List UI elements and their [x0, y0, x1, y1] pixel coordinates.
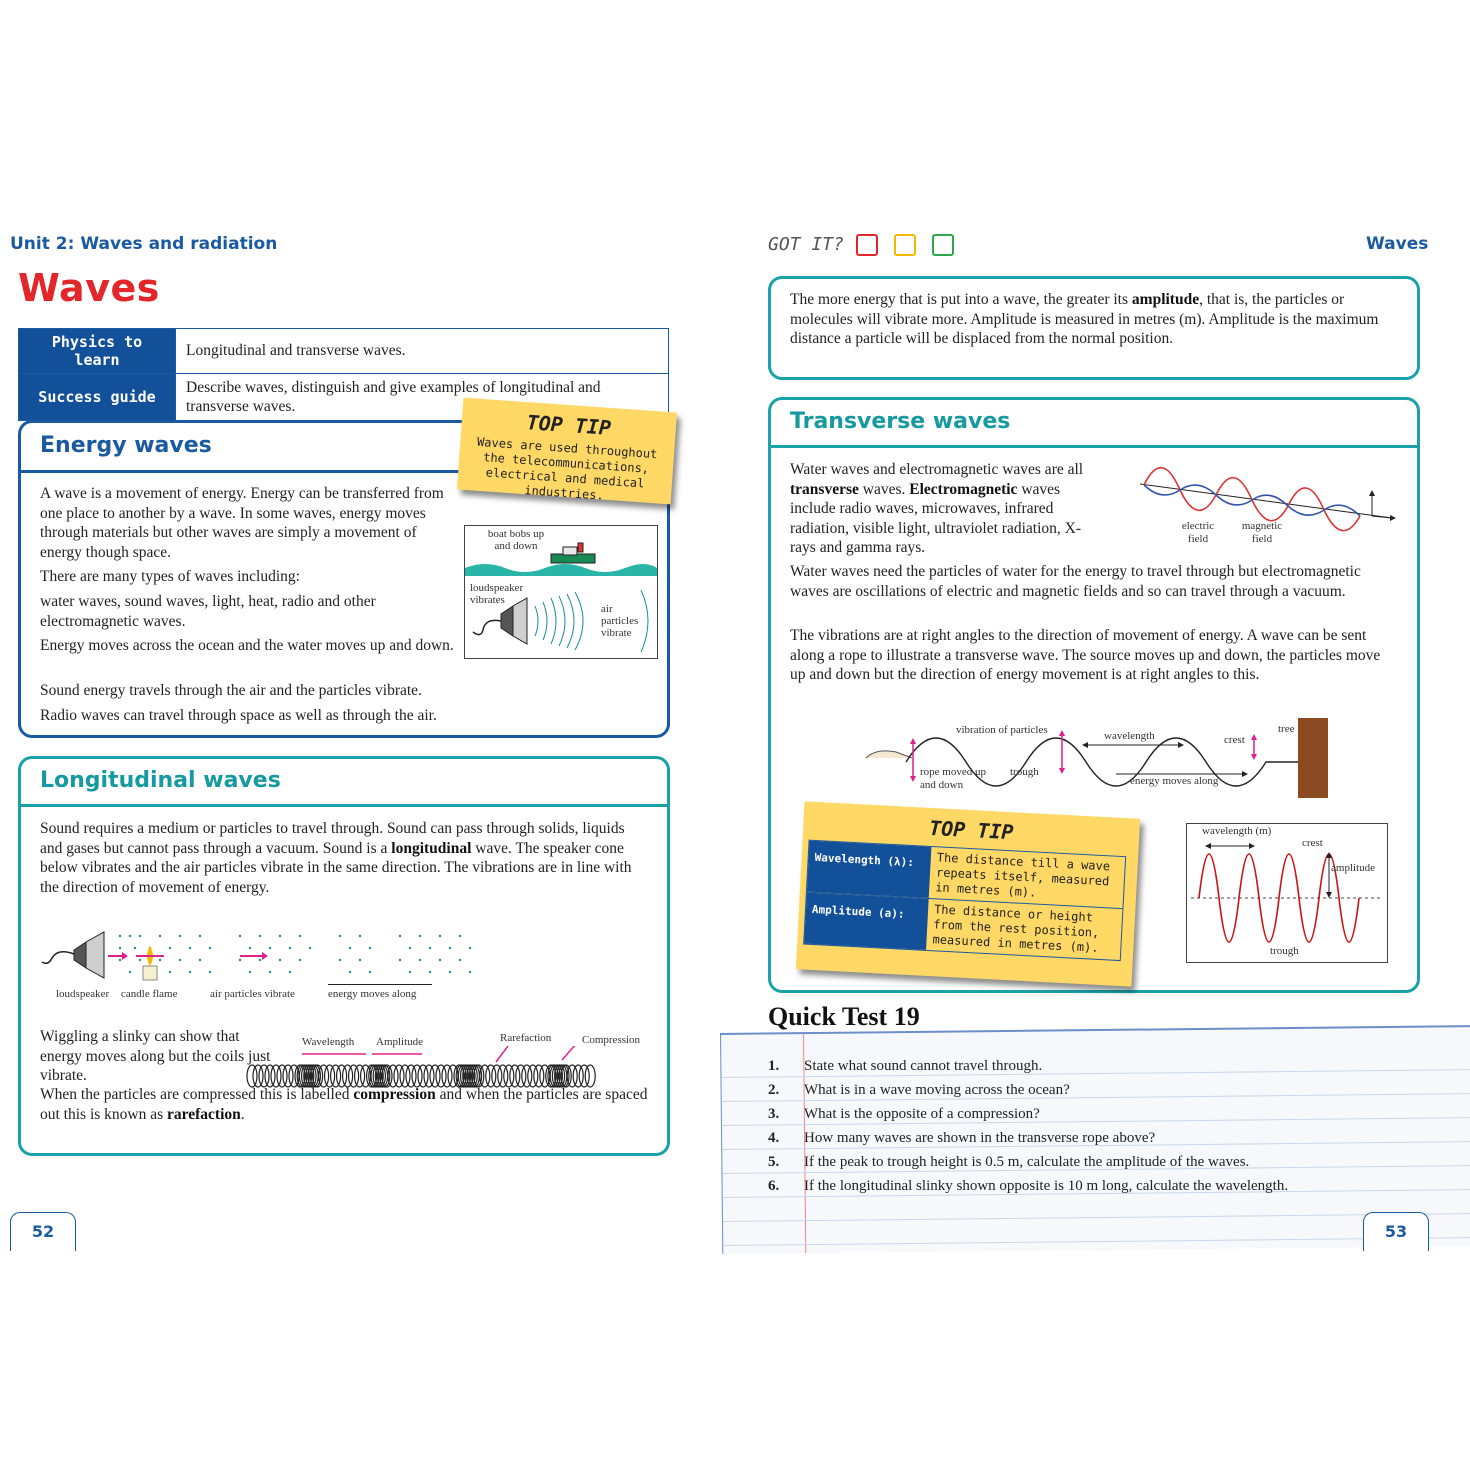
- bold-term: Electromagnetic: [909, 480, 1018, 498]
- page-number-right: 53: [1363, 1212, 1429, 1251]
- slinky-coil: [247, 1065, 257, 1087]
- slinky-para: Wiggling a slinky can show that energy moves along but the coils just vibrate.: [40, 1028, 271, 1084]
- air-vibrate-label: air particles vibrate: [210, 988, 295, 1000]
- text-span: .: [240, 1105, 245, 1123]
- slinky-coil: [436, 1065, 446, 1087]
- transverse-heading: Transverse waves: [790, 409, 1011, 434]
- loudspeaker-label: loudspeaker: [56, 988, 110, 1000]
- bold-term: amplitude: [1131, 291, 1200, 308]
- energy-para-3: water waves, sound waves, light, heat, radio and other electromagnetic waves.: [40, 593, 376, 630]
- slinky-coil: [394, 1065, 404, 1087]
- sine-wave-graph: [1187, 824, 1387, 962]
- energy-para-2: There are many types of waves including:: [40, 568, 300, 585]
- transverse-para-2: Water waves need the particles of water for the energy to travel through but electromagnetic waves are oscillations of electric and magnetic fields and so can travel through a vacuum.: [790, 563, 1361, 600]
- crest-label: crest: [1224, 734, 1245, 746]
- bold-term: rarefaction: [167, 1105, 241, 1123]
- slinky-coil: [271, 1065, 281, 1087]
- sine-wave-figure: [1186, 823, 1388, 963]
- text-span: , that is, the particles or molecules will vibrate more. Amplitude is measured in metres (m). Amplitude is the maximum distance a particle will be displaced from the normal position.: [790, 291, 1379, 347]
- checkbox-yellow[interactable]: [894, 234, 916, 256]
- text-span: and when the particles are spaced out this is known as: [40, 1086, 648, 1123]
- energy-arrow: [328, 984, 432, 985]
- energy-para-6: Radio waves can travel through space as well as through the air.: [40, 707, 437, 724]
- quick-test-list: [722, 1058, 1462, 1208]
- text-span: wave. The speaker cone below vibrates and the air particles vibrate in the same direction. The vibrations are in line with the direction of movement of energy.: [40, 839, 632, 896]
- rope-wavelength-label: wavelength: [1104, 730, 1155, 742]
- slinky-coil: [400, 1065, 410, 1087]
- section-title: Waves: [1366, 234, 1429, 254]
- tip-table: [803, 840, 1126, 961]
- quick-test-title: Quick Test 19: [768, 1002, 920, 1031]
- rarefaction-label: Rarefaction: [500, 1032, 552, 1044]
- energy-moves-label: energy moves along: [1130, 775, 1219, 787]
- top-tip-text: Waves are used throughout the telecommunications, electrical and medical industries.: [476, 434, 658, 503]
- slinky-coil: [528, 1065, 538, 1087]
- slinky-coil: [585, 1065, 595, 1087]
- question-text: What is the opposite of a compression?: [804, 1106, 1040, 1122]
- bold-term: compression: [353, 1086, 436, 1103]
- heading-rule: [771, 445, 1417, 448]
- question-text: How many waves are shown in the transverse rope above?: [804, 1130, 1156, 1146]
- bold-term: longitudinal: [391, 839, 472, 857]
- slinky-coil: [265, 1065, 275, 1087]
- slinky-wavelength-label: Wavelength: [302, 1036, 355, 1048]
- magnetic-field-label: magnetic field: [1241, 520, 1283, 545]
- slinky-coil: [259, 1065, 269, 1087]
- question-number: 6.: [768, 1178, 780, 1194]
- slinky-amplitude-label: Amplitude: [376, 1036, 424, 1048]
- text-span: The more energy that is put into a wave, the greater its: [790, 291, 1132, 308]
- bold-term: transverse: [790, 480, 859, 498]
- page-number-left: 52: [10, 1212, 76, 1251]
- slinky-coil: [430, 1065, 440, 1087]
- slinky-coil: [522, 1065, 532, 1087]
- got-it-label: GOT IT?: [768, 234, 844, 255]
- slinky-coil: [510, 1065, 520, 1087]
- slinky-coil: [486, 1065, 496, 1087]
- transverse-para-3: The vibrations are at right angles to the direction of movement of energy. A wave can be sent along a rope to illustrate a transverse wave. The source moves up and down, the particles move up and down but the direction of energy movement is at right angles to this.: [790, 627, 1381, 683]
- tip-term: Amplitude (a):: [804, 893, 929, 950]
- speaker-label: loudspeaker vibrates: [470, 582, 524, 606]
- energy-para-5: Sound energy travels through the air and the particles vibrate.: [40, 682, 422, 699]
- text-span: Water waves and electromagnetic waves are all: [790, 461, 1084, 478]
- question-text: State what sound cannot travel through.: [804, 1058, 1043, 1074]
- slinky-coil: [573, 1065, 583, 1087]
- learn-text: Longitudinal and transverse waves.: [176, 329, 669, 374]
- slinky-coil: [283, 1065, 293, 1087]
- question-number: 3.: [768, 1106, 780, 1122]
- slinky-coil: [424, 1065, 434, 1087]
- top-tip-heading: TOP TIP: [928, 815, 1015, 845]
- question-number: 2.: [768, 1082, 780, 1098]
- tree-label: tree: [1278, 723, 1295, 735]
- slinky-coil: [418, 1065, 428, 1087]
- slinky-coil: [442, 1065, 452, 1087]
- slinky-coil: [355, 1065, 365, 1087]
- heading-rule: [21, 470, 459, 473]
- slinky-coil: [579, 1065, 589, 1087]
- checkbox-green[interactable]: [932, 234, 954, 256]
- tip-def: The distance or height from the rest position, measured in metres (m).: [932, 902, 1100, 955]
- page-title: Waves: [18, 266, 160, 310]
- slinky-coil: [504, 1065, 514, 1087]
- question-number: 1.: [768, 1058, 780, 1074]
- slinky-coil: [253, 1065, 263, 1087]
- question-text: If the peak to trough height is 0.5 m, calculate the amplitude of the waves.: [804, 1154, 1250, 1170]
- slinky-coil: [498, 1065, 508, 1087]
- slinky-illustration: [246, 1046, 596, 1096]
- slinky-coil: [331, 1065, 341, 1087]
- candle-label: candle flame: [121, 988, 178, 1000]
- slinky-coil: [349, 1065, 359, 1087]
- text-span: When the particles are compressed this is labelled: [40, 1086, 354, 1103]
- question-number: 5.: [768, 1154, 780, 1170]
- checkbox-red[interactable]: [856, 234, 878, 256]
- learn-label: Physics to learn: [19, 329, 176, 374]
- slinky-coil: [406, 1065, 416, 1087]
- rope-label: rope moved up and down: [920, 766, 986, 791]
- electric-field-label: electric field: [1181, 520, 1215, 545]
- slinky-coil: [516, 1065, 526, 1087]
- energy-para-1: A wave is a movement of energy. Energy can be transferred from one place to another by a wave. In some waves, energy moves through materials but other waves are simply a movement of energy though space.: [40, 485, 444, 561]
- air-particles: [119, 935, 471, 973]
- slinky-coil: [343, 1065, 353, 1087]
- question-text: If the longitudinal slinky shown opposite is 10 m long, calculate the wavelength.: [804, 1178, 1289, 1194]
- learn-label: Success guide: [19, 374, 176, 421]
- ruled-line: [723, 1237, 1470, 1246]
- text-span: waves include radio waves, microwaves, infrared radiation, visible light, ultraviolet radiation, X-rays and gamma rays.: [790, 480, 1081, 556]
- amplitude-para: [790, 290, 1390, 349]
- unit-title: Unit 2: Waves and radiation: [10, 234, 278, 254]
- sine-trough-label: trough: [1270, 945, 1299, 957]
- transverse-para-1: [790, 460, 1104, 558]
- slinky-coil: [492, 1065, 502, 1087]
- tip-def: The distance till a wave repeats itself, measured in metres (m).: [934, 850, 1111, 900]
- sine-amplitude-label: amplitude: [1331, 862, 1375, 874]
- sine-wavelength-label: wavelength (m): [1202, 825, 1272, 837]
- tip-term: Wavelength (λ):: [807, 841, 932, 898]
- top-tip-card: [796, 801, 1140, 986]
- energy-label: energy moves along: [328, 988, 417, 1000]
- energy-waves-heading: Energy waves: [40, 433, 212, 458]
- air-label: air particles vibrate: [601, 603, 639, 639]
- boat-label: boat bobs up and down: [487, 528, 545, 552]
- slinky-coils: [247, 1065, 595, 1087]
- learn-row: [19, 329, 669, 374]
- top-tip-heading: TOP TIP: [525, 410, 612, 440]
- heading-rule: [21, 804, 667, 807]
- trough-label: trough: [1010, 766, 1039, 778]
- energy-para-4: Energy moves across the ocean and the water moves up and down.: [40, 637, 454, 654]
- longitudinal-illustration: [40, 926, 480, 986]
- slinky-coil: [412, 1065, 422, 1087]
- slinky-coil: [325, 1065, 335, 1087]
- question-text: What is in a wave moving across the ocean?: [804, 1082, 1070, 1098]
- slinky-coil: [534, 1065, 544, 1087]
- slinky-coil: [337, 1065, 347, 1087]
- sine-crest-label: crest: [1302, 837, 1323, 849]
- text-span: waves.: [858, 480, 910, 498]
- ruled-line: [723, 1213, 1470, 1222]
- slinky-coil: [277, 1065, 287, 1087]
- top-tip-card: [457, 398, 677, 505]
- longitudinal-heading: Longitudinal waves: [40, 768, 281, 793]
- learn-text: Describe waves, distinguish and give examples of longitudinal and transverse waves.: [176, 374, 669, 421]
- compression-label: Compression: [582, 1034, 641, 1046]
- vibration-label: vibration of particles: [956, 724, 1048, 736]
- text-span: Sound requires a medium or particles to travel through. Sound can pass through solids, liquids and gases but cannot pass through a vacuum. Sound is a: [40, 820, 625, 857]
- longitudinal-para-1: [40, 819, 632, 897]
- question-number: 4.: [768, 1130, 780, 1146]
